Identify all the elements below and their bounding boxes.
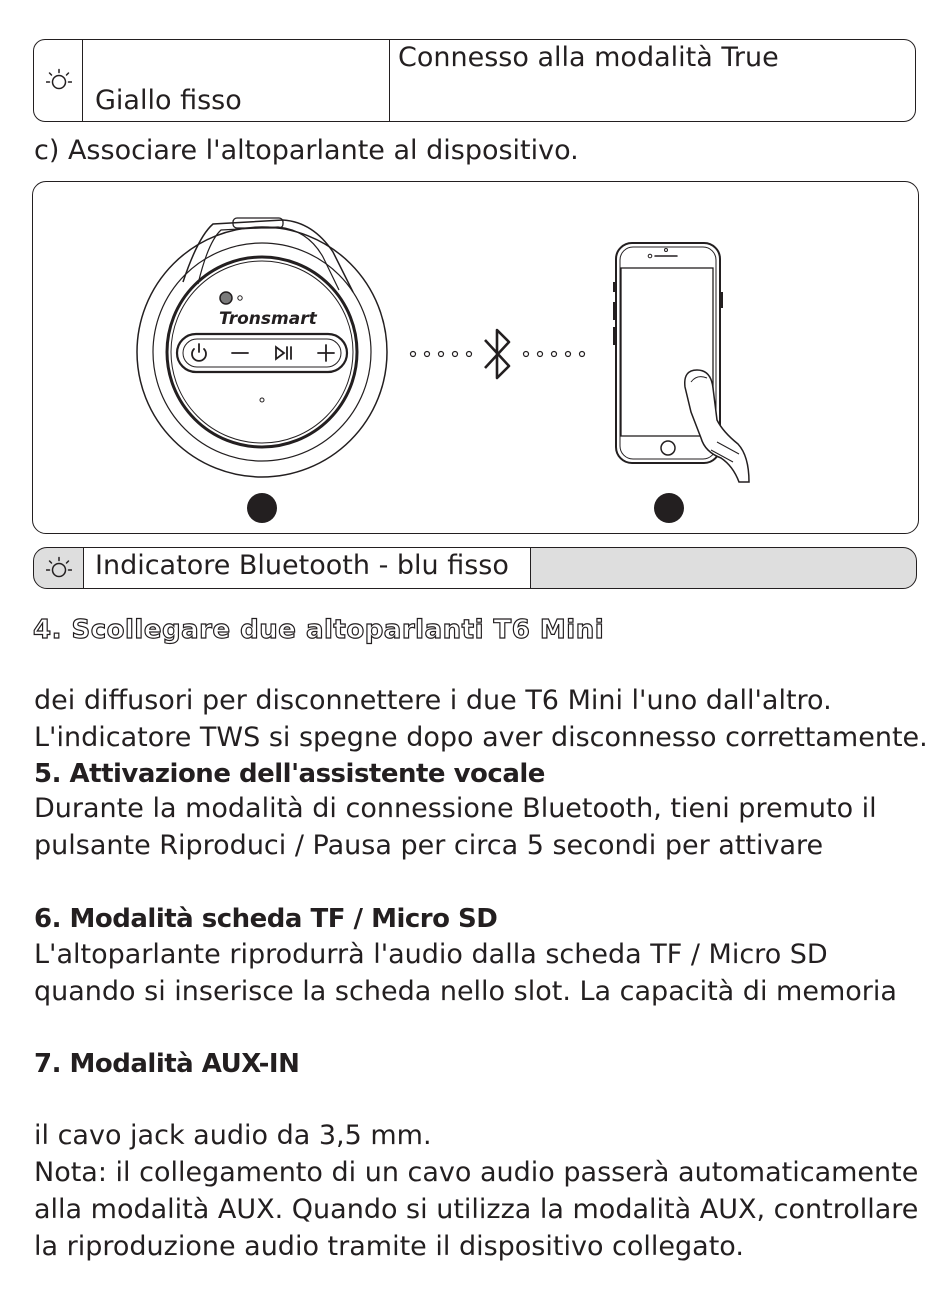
section-7-line-1: il cavo jack audio da 3,5 mm. (34, 1120, 432, 1151)
plus-icon (318, 345, 334, 361)
finger-icon (685, 370, 749, 482)
section-5-line-1: Durante la modalità di connessione Bluetooth, tieni premuto il (34, 793, 877, 824)
section-7-line-4: la riproduzione audio tramite il dispositivo collegato. (34, 1231, 744, 1262)
table-divider (82, 40, 83, 121)
step-marker-phone (654, 493, 684, 523)
led-status-description: Connesso alla modalità True (398, 42, 779, 73)
play-pause-icon (276, 347, 291, 359)
section-6-title: 6. Modalità scheda TF / Micro SD (34, 904, 498, 934)
section-4-line-1: dei diffusori per disconnettere i due T6 Mini l'uno dall'altro. (34, 685, 832, 716)
section-7-title: 7. Modalità AUX-IN (34, 1049, 300, 1079)
section-7-line-2: Nota: il collegamento di un cavo audio passerà automaticamente (34, 1157, 919, 1188)
section-6-line-1: L'altoparlante riprodurrà l'audio dalla scheda TF / Micro SD (34, 939, 828, 970)
led-color-label: Giallo fisso (95, 85, 242, 116)
pairing-illustration (32, 181, 919, 534)
led-status-table (33, 39, 916, 122)
section-5-title: 5. Attivazione dell'assistente vocale (34, 759, 545, 789)
section-6-line-2: quando si inserisce la scheda nello slot. La capacità di memoria (34, 976, 897, 1007)
speaker-brand-logo: Tronsmart (219, 309, 317, 329)
led-light-icon (46, 556, 72, 582)
pairing-diagram (33, 182, 917, 532)
section-5-line-2: pulsante Riproduci / Pausa per circa 5 secondi per attivare (34, 830, 824, 861)
led-light-icon (46, 68, 72, 94)
power-icon (192, 344, 206, 361)
bluetooth-indicator-text: Indicatore Bluetooth - blu fisso (95, 550, 509, 581)
bluetooth-indicator-row (33, 547, 917, 589)
section-4-title: 4. Scollegare due altoparlanti T6 Mini (33, 615, 605, 645)
step-c-text: c) Associare l'altoparlante al dispositivo. (34, 135, 579, 166)
table-divider (389, 40, 390, 121)
section-4-line-2: L'indicatore TWS si spegne dopo aver disconnesso correttamente. (34, 722, 928, 753)
section-7-line-3: alla modalità AUX. Quando si utilizza la modalità AUX, controllare (34, 1194, 919, 1225)
speaker-illustration (137, 218, 387, 477)
bluetooth-icon (485, 330, 509, 378)
step-marker-speaker (247, 493, 277, 523)
